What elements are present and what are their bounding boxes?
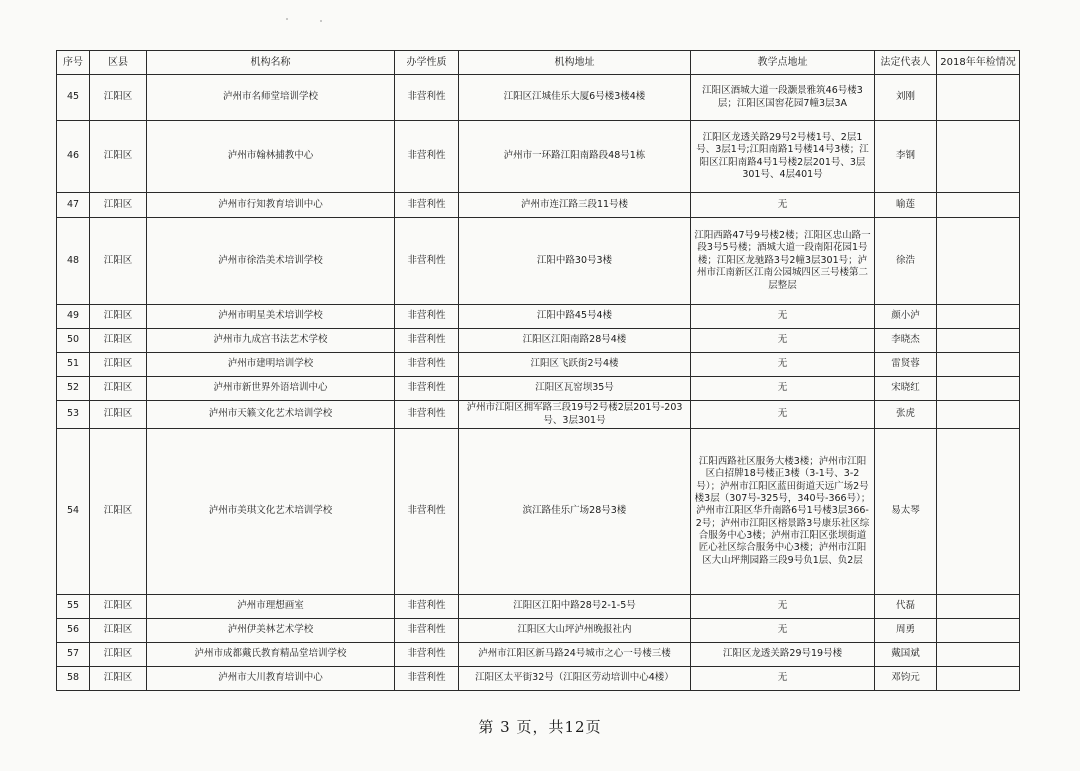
row-number: 47	[57, 193, 90, 218]
teaching-address-cell: 江阳区龙透关路29号19号楼	[691, 643, 875, 667]
legal-rep-cell: 易太琴	[875, 429, 937, 595]
district-cell: 江阳区	[90, 401, 147, 429]
row-number: 53	[57, 401, 90, 429]
district-cell: 江阳区	[90, 667, 147, 691]
nature-cell: 非营利性	[395, 595, 459, 619]
institution-name-cell: 泸州市翰林捕教中心	[147, 121, 395, 193]
table-row	[57, 401, 1020, 429]
nature-cell: 非营利性	[395, 619, 459, 643]
row-number: 52	[57, 377, 90, 401]
nature-cell: 非营利性	[395, 643, 459, 667]
legal-rep-cell: 李晓杰	[875, 329, 937, 353]
address-cell: 江阳区江城佳乐大厦6号楼3楼4楼	[459, 75, 691, 121]
row-number: 58	[57, 667, 90, 691]
inspection-cell	[937, 353, 1020, 377]
institution-name-cell: 泸州市名师堂培训学校	[147, 75, 395, 121]
institution-name-cell: 泸州伊美林艺术学校	[147, 619, 395, 643]
teaching-address-cell: 无	[691, 329, 875, 353]
row-number: 57	[57, 643, 90, 667]
inspection-cell	[937, 377, 1020, 401]
header-cell: 机构地址	[459, 51, 691, 75]
nature-cell: 非营利性	[395, 401, 459, 429]
scan-speck	[320, 20, 322, 22]
table-row	[57, 429, 1020, 595]
district-cell: 江阳区	[90, 305, 147, 329]
institution-name-cell: 泸州市建明培训学校	[147, 353, 395, 377]
row-number: 49	[57, 305, 90, 329]
legal-rep-cell: 邓钧元	[875, 667, 937, 691]
address-cell: 泸州市江阳区新马路24号城市之心一号楼三楼	[459, 643, 691, 667]
row-number: 54	[57, 429, 90, 595]
address-cell: 江阳中路45号4楼	[459, 305, 691, 329]
teaching-address-cell: 无	[691, 353, 875, 377]
legal-rep-cell: 代磊	[875, 595, 937, 619]
header-cell: 法定代表人	[875, 51, 937, 75]
header-cell: 机构名称	[147, 51, 395, 75]
inspection-cell	[937, 619, 1020, 643]
nature-cell: 非营利性	[395, 667, 459, 691]
inspection-cell	[937, 121, 1020, 193]
teaching-address-cell: 无	[691, 305, 875, 329]
district-cell: 江阳区	[90, 121, 147, 193]
address-cell: 泸州市连江路三段11号楼	[459, 193, 691, 218]
table-row	[57, 121, 1020, 193]
institution-name-cell: 泸州市理想画室	[147, 595, 395, 619]
row-number: 45	[57, 75, 90, 121]
institution-name-cell: 泸州市美琪文化艺术培训学校	[147, 429, 395, 595]
table-row	[57, 353, 1020, 377]
table-row	[57, 619, 1020, 643]
district-cell: 江阳区	[90, 218, 147, 305]
legal-rep-cell: 李钢	[875, 121, 937, 193]
legal-rep-cell: 张虎	[875, 401, 937, 429]
institution-name-cell: 泸州市九成宫书法艺术学校	[147, 329, 395, 353]
district-cell: 江阳区	[90, 377, 147, 401]
institution-name-cell: 泸州市大川教育培训中心	[147, 667, 395, 691]
legal-rep-cell: 喻莲	[875, 193, 937, 218]
legal-rep-cell: 周勇	[875, 619, 937, 643]
address-cell: 泸州市江阳区拥军路三段19号2号楼2层201号-203号、3层301号	[459, 401, 691, 429]
inspection-cell	[937, 643, 1020, 667]
inspection-cell	[937, 193, 1020, 218]
table-row	[57, 193, 1020, 218]
header-cell: 教学点地址	[691, 51, 875, 75]
table-row	[57, 667, 1020, 691]
legal-rep-cell: 雷贤蓉	[875, 353, 937, 377]
nature-cell: 非营利性	[395, 329, 459, 353]
row-number: 46	[57, 121, 90, 193]
nature-cell: 非营利性	[395, 305, 459, 329]
district-cell: 江阳区	[90, 193, 147, 218]
row-number: 55	[57, 595, 90, 619]
row-number: 48	[57, 218, 90, 305]
district-cell: 江阳区	[90, 353, 147, 377]
address-cell: 滨江路佳乐广场28号3楼	[459, 429, 691, 595]
teaching-address-cell: 江阳西路47号9号楼2楼；江阳区忠山路一段3号5号楼；酒城大道一段南阳花园1号楼；江阳区龙驰路3号2幢3层301号；泸州市江南新区江南公园城四区三号楼第二层整层	[691, 218, 875, 305]
nature-cell: 非营利性	[395, 353, 459, 377]
inspection-cell	[937, 401, 1020, 429]
institution-name-cell: 泸州市徐浩美术培训学校	[147, 218, 395, 305]
district-cell: 江阳区	[90, 595, 147, 619]
table-header-row	[57, 51, 1020, 75]
table-row	[57, 329, 1020, 353]
address-cell: 泸州市一环路江阳南路段48号1栋	[459, 121, 691, 193]
table-row	[57, 218, 1020, 305]
header-cell: 办学性质	[395, 51, 459, 75]
address-cell: 江阳区瓦窑坝35号	[459, 377, 691, 401]
nature-cell: 非营利性	[395, 429, 459, 595]
inspection-cell	[937, 667, 1020, 691]
legal-rep-cell: 刘刚	[875, 75, 937, 121]
legal-rep-cell: 宋晓红	[875, 377, 937, 401]
nature-cell: 非营利性	[395, 377, 459, 401]
teaching-address-cell: 无	[691, 401, 875, 429]
institution-name-cell: 泸州市新世界外语培训中心	[147, 377, 395, 401]
inspection-cell	[937, 218, 1020, 305]
teaching-address-cell: 无	[691, 595, 875, 619]
inspection-cell	[937, 305, 1020, 329]
header-cell: 序号	[57, 51, 90, 75]
table-row	[57, 595, 1020, 619]
institution-name-cell: 泸州市行知教育培训中心	[147, 193, 395, 218]
nature-cell: 非营利性	[395, 75, 459, 121]
address-cell: 江阳区飞跃街2号4楼	[459, 353, 691, 377]
inspection-cell	[937, 329, 1020, 353]
teaching-address-cell: 江阳区龙透关路29号2号楼1号、2层1号、3层1号;江阳南路1号楼14号3楼；江阳区江阳南路4号1号楼2层201号、3层301号、4层401号	[691, 121, 875, 193]
page-footer: 第 3 页，共12页	[478, 718, 602, 736]
inspection-cell	[937, 429, 1020, 595]
institution-table	[56, 50, 1020, 691]
table-row	[57, 305, 1020, 329]
legal-rep-cell: 颜小泸	[875, 305, 937, 329]
table-row	[57, 377, 1020, 401]
nature-cell: 非营利性	[395, 193, 459, 218]
inspection-cell	[937, 75, 1020, 121]
institution-name-cell: 泸州市天籁文化艺术培训学校	[147, 401, 395, 429]
district-cell: 江阳区	[90, 643, 147, 667]
district-cell: 江阳区	[90, 329, 147, 353]
teaching-address-cell: 无	[691, 377, 875, 401]
address-cell: 江阳区大山坪泸州晚报社内	[459, 619, 691, 643]
row-number: 50	[57, 329, 90, 353]
row-number: 56	[57, 619, 90, 643]
address-cell: 江阳中路30号3楼	[459, 218, 691, 305]
table-row	[57, 643, 1020, 667]
inspection-cell	[937, 595, 1020, 619]
institution-name-cell: 泸州市成都戴氏教育精品堂培训学校	[147, 643, 395, 667]
table-row	[57, 75, 1020, 121]
teaching-address-cell: 江阳西路社区服务大楼3楼；泸州市江阳区白招牌18号楼正3楼（3-1号、3-2号）；泸州市江阳区蓝田街道天远广场2号楼3层（307号-325号，340号-366号）；泸州市江阳区华升南路6号1号楼3层366-2号；泸州市江阳区榕景路3号康乐社区综合服务中心3楼；泸州市江阳区张坝街道匠心社区综合服务中心3楼；泸州市江阳区大山坪荆园路三段9号负1层、负2层	[691, 429, 875, 595]
teaching-address-cell: 江阳区酒城大道一段灏景雅筑46号楼3层；江阳区国窖花园7幢3层3A	[691, 75, 875, 121]
nature-cell: 非营利性	[395, 121, 459, 193]
address-cell: 江阳区江阳南路28号4楼	[459, 329, 691, 353]
institution-name-cell: 泸州市明星美术培训学校	[147, 305, 395, 329]
nature-cell: 非营利性	[395, 218, 459, 305]
district-cell: 江阳区	[90, 75, 147, 121]
address-cell: 江阳区江阳中路28号2-1-5号	[459, 595, 691, 619]
teaching-address-cell: 无	[691, 193, 875, 218]
address-cell: 江阳区太平街32号（江阳区劳动培训中心4楼）	[459, 667, 691, 691]
legal-rep-cell: 徐浩	[875, 218, 937, 305]
district-cell: 江阳区	[90, 429, 147, 595]
teaching-address-cell: 无	[691, 619, 875, 643]
district-cell: 江阳区	[90, 619, 147, 643]
row-number: 51	[57, 353, 90, 377]
header-cell: 区县	[90, 51, 147, 75]
header-cell: 2018年年检情况	[937, 51, 1020, 75]
legal-rep-cell: 戴国斌	[875, 643, 937, 667]
teaching-address-cell: 无	[691, 667, 875, 691]
scan-speck	[286, 18, 288, 20]
